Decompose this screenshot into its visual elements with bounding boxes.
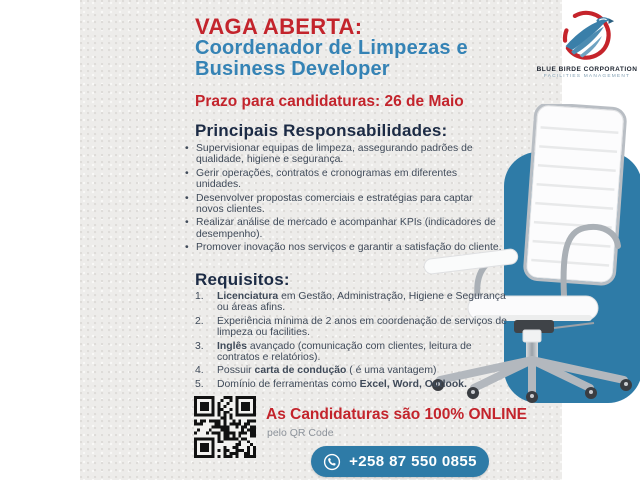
list-item-text: Possuir carta de condução ( é uma vantagem) xyxy=(217,365,437,377)
list-item: • Desenvolver propostas comerciais e estratégias para captar novos clientes. xyxy=(185,193,503,216)
company-name: BLUE BIRDE CORPORATION xyxy=(536,66,638,73)
job-title: VAGA ABERTA: xyxy=(195,14,363,39)
list-item: • Realizar análise de mercado e acompanhar KPIs (indicadores de desempenho). xyxy=(185,217,503,240)
list-item-text: Experiência mínima de 2 anos em coordenação de serviços de limpeza ou facilities. xyxy=(217,315,507,339)
poster-card xyxy=(80,0,638,480)
list-item-number: 4. xyxy=(195,365,204,377)
cta-subtext: pelo QR Code xyxy=(267,427,334,439)
list-item-number: 5. xyxy=(195,378,204,390)
list-item xyxy=(195,291,507,314)
list-item-text: Inglês avançado (comunicação com clientes, leitura de contratos e relatórios). xyxy=(217,340,472,364)
phone-button[interactable] xyxy=(311,446,489,477)
list-item xyxy=(195,379,507,390)
company-logo xyxy=(526,8,640,79)
list-item-text: Licenciatura em Gestão, Administração, Higiene e Segurança ou áreas afins. xyxy=(217,291,506,314)
list-item xyxy=(195,316,507,339)
job-subtitle: Coordenador de Limpezas e Business Developer xyxy=(195,37,468,80)
qr-code[interactable] xyxy=(194,396,256,458)
responsibilities-heading: Principais Responsabilidades: xyxy=(195,121,448,140)
company-tagline: FACILITIES MANAGEMENT xyxy=(543,74,631,79)
list-item-number: 2. xyxy=(195,315,204,327)
list-item xyxy=(195,365,507,376)
list-item: • Supervisionar equipas de limpeza, assegurando padrões de qualidade, higiene e segurança. xyxy=(185,143,503,166)
requirements-list xyxy=(195,291,507,392)
requirements-heading: Requisitos: xyxy=(195,270,290,289)
list-item-number: 3. xyxy=(195,340,204,352)
list-item: • Promover inovação nos serviços e garantir a satisfação do cliente. xyxy=(185,242,503,253)
responsibilities-list xyxy=(185,143,503,256)
list-item-number: 1. xyxy=(195,291,204,302)
cta-headline: As Candidaturas são 100% ONLINE xyxy=(266,406,527,423)
bird-logo-icon xyxy=(559,8,615,64)
list-item xyxy=(195,341,507,364)
deadline-text: Prazo para candidaturas: 26 de Maio xyxy=(195,93,464,110)
list-item: • Gerir operações, contratos e cronogramas em diferentes unidades. xyxy=(185,168,503,191)
list-item-text: Domínio de ferramentas como Excel, Word, Outlook. xyxy=(217,378,467,390)
phone-icon xyxy=(323,453,341,471)
phone-number: +258 87 550 0855 xyxy=(349,453,477,470)
